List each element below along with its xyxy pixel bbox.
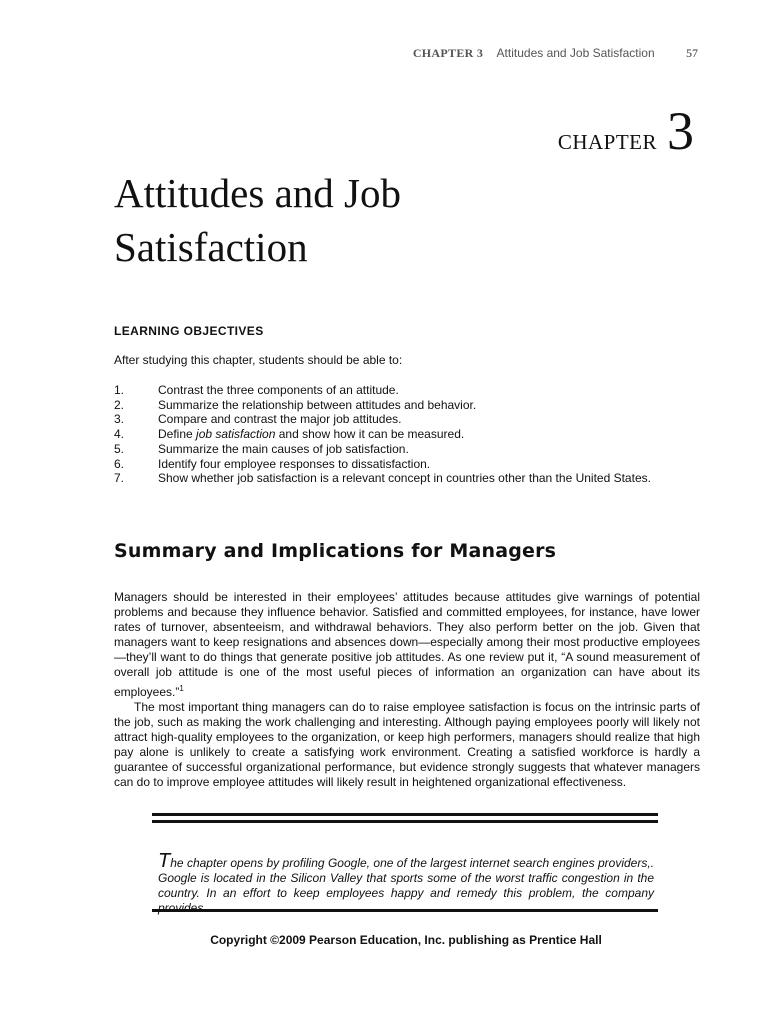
objective-number: 1. xyxy=(114,383,125,397)
learning-objectives-list xyxy=(114,383,694,486)
objective-text: Contrast the three components of an attitude. xyxy=(158,383,399,397)
objective-item xyxy=(114,383,694,398)
page-number: 57 xyxy=(686,46,698,60)
objective-item xyxy=(114,471,694,486)
summary-heading: Summary and Implications for Managers xyxy=(114,540,557,562)
objective-number: 2. xyxy=(114,397,125,412)
box-top-rule-1 xyxy=(152,813,658,816)
footnote-marker: 1 xyxy=(179,683,184,693)
objective-item xyxy=(114,427,694,442)
objective-item xyxy=(114,412,694,427)
objective-item xyxy=(114,442,694,457)
opening-box-text xyxy=(158,850,654,916)
copyright-footer: Copyright ©2009 Pearson Education, Inc. publishing as Prentice Hall xyxy=(210,933,602,947)
objective-text-post: and show how it can be measured. xyxy=(275,427,465,442)
running-header-title: Attitudes and Job Satisfaction xyxy=(496,46,655,60)
summary-paragraph-1-text: Managers should be interested in their employees’ attitudes because attitudes give warnings of potential problems and because they influence behavior. Satisfied and committed employees, for instance, have lower rates of turnover, absenteeism, and withdrawal behaviors. They also perform better on the job. Given that managers want to keep resignations and absences down—especially among their most productive employees—they’ll want to do things that generate positive job attitudes. As one review put it, “A sound measurement of overall job attitude is one of the most useful pieces of information an organization can have about its employees.” xyxy=(114,590,700,699)
summary-paragraph-1 xyxy=(114,590,700,700)
objective-text: Compare and contrast the major job attitudes. xyxy=(158,412,402,427)
objective-number: 5. xyxy=(114,441,125,456)
chapter-label xyxy=(0,100,694,162)
running-header-chapter: CHAPTER 3 xyxy=(412,46,484,60)
opening-box-dropcap: T xyxy=(158,850,171,872)
objective-text xyxy=(158,427,464,442)
chapter-title-line-1: Attitudes and Job xyxy=(114,170,401,216)
objective-text-pre: Define xyxy=(158,427,197,442)
summary-paragraph-2: The most important thing managers can do to raise employee satisfaction is focus on the intrinsic parts of the job, such as making the work challenging and interesting. Although paying employees poorly will likely not attract high-quality employees to the organization, or keep high performers, managers should realize that high pay alone is unlikely to create a satisfying work environment. Creating a satisfied workforce is hardly a guarantee of successful organizational performance, but evidence strongly suggests that whatever managers can do to improve employee attitudes will likely result in heightened organizational effectiveness. xyxy=(114,699,700,790)
objective-text: Identify four employee responses to dissatisfaction. xyxy=(158,456,431,471)
objective-item xyxy=(114,457,694,472)
chapter-title-line-2: Satisfaction xyxy=(114,224,308,270)
learning-objectives-heading: LEARNING OBJECTIVES xyxy=(114,324,264,338)
objective-number: 4. xyxy=(114,427,125,442)
objective-text: Show whether job satisfaction is a relevant concept in countries other than the United States. xyxy=(158,471,651,486)
objective-text-emphasis: job satisfaction xyxy=(196,427,276,442)
box-top-rule-2 xyxy=(152,820,658,823)
running-header xyxy=(0,46,698,61)
objective-text: Summarize the main causes of job satisfaction. xyxy=(158,441,409,456)
objective-number: 3. xyxy=(114,412,125,427)
summary-body xyxy=(114,590,700,790)
chapter-label-word: CHAPTER xyxy=(557,130,657,154)
objective-item xyxy=(114,398,694,413)
objective-number: 7. xyxy=(114,471,125,486)
chapter-label-number: 3 xyxy=(667,101,694,161)
learning-objectives-intro: After studying this chapter, students should be able to: xyxy=(114,353,403,367)
opening-box-body: he chapter opens by profiling Google, one of the largest internet search engines providers,. Google is located in the Silicon Valley that sports some of the worst traffic congestion in the country. In an effort to keep employees happy and remedy this problem, the company provides xyxy=(158,856,654,915)
box-bottom-rule xyxy=(152,909,658,912)
objective-text: Summarize the relationship between attitudes and behavior. xyxy=(158,397,477,412)
objective-number: 6. xyxy=(114,456,125,471)
chapter-title xyxy=(114,166,674,274)
